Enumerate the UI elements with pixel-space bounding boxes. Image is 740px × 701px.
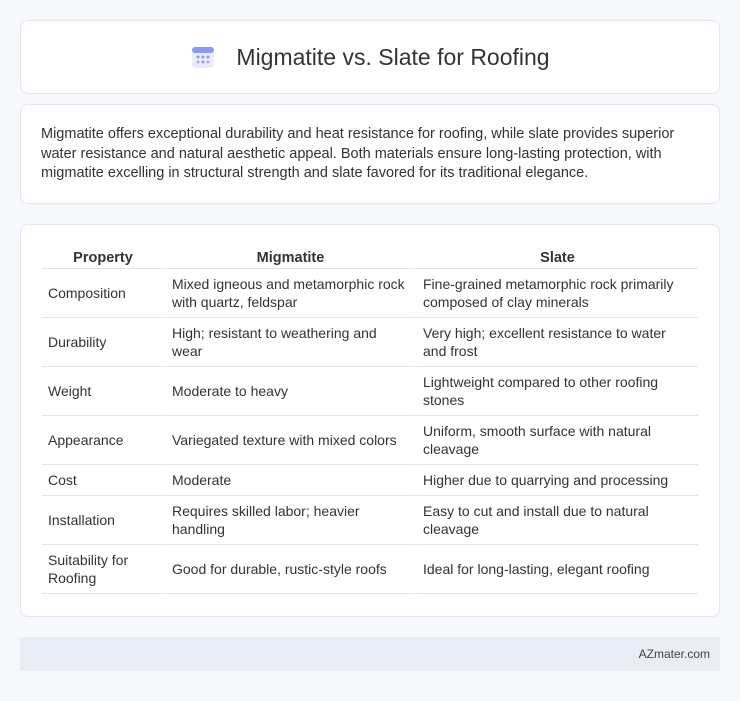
summary-card [20,104,720,204]
table-row [42,416,698,465]
row-slate: Higher due to quarrying and processing [415,465,698,496]
row-slate: Uniform, smooth surface with natural cleavage [415,416,698,465]
row-property: Cost [42,465,164,496]
summary-text: Migmatite offers exceptional durability and heat resistance for roofing, while slate provides superior water resistance and natural aesthetic appeal. Both materials ensure long-lasting protection, with migmatite excelling in structural strength and slate favored for its traditional elegance. [41,126,675,181]
row-migmatite: Requires skilled labor; heavier handling [164,496,415,545]
table-header-row [42,245,698,269]
row-migmatite: Moderate [164,465,415,496]
row-property: Installation [42,496,164,545]
row-slate: Very high; excellent resistance to water and frost [415,318,698,367]
row-property: Suitability for Roofing [42,545,164,594]
row-property: Weight [42,367,164,416]
comparison-table [42,245,698,594]
calendar-icon [190,44,216,70]
footer-bar [20,637,720,671]
title-wrap [190,44,549,71]
row-migmatite: Mixed igneous and metamorphic rock with quartz, feldspar [164,269,415,318]
row-property: Appearance [42,416,164,465]
header-slate: Slate [415,245,698,269]
header-card [20,20,720,94]
table-row [42,465,698,496]
table-row [42,269,698,318]
row-migmatite: Good for durable, rustic-style roofs [164,545,415,594]
row-slate: Easy to cut and install due to natural cleavage [415,496,698,545]
page-title: Migmatite vs. Slate for Roofing [236,43,550,70]
header-migmatite: Migmatite [164,245,415,269]
header-property: Property [42,245,164,269]
table-row [42,318,698,367]
row-property: Composition [42,269,164,318]
footer-brand[interactable]: AZmater.com [638,647,710,661]
row-slate: Fine-grained metamorphic rock primarily composed of clay minerals [415,269,698,318]
row-migmatite: High; resistant to weathering and wear [164,318,415,367]
table-row [42,496,698,545]
row-slate: Ideal for long-lasting, elegant roofing [415,545,698,594]
table-row [42,367,698,416]
row-migmatite: Moderate to heavy [164,367,415,416]
row-property: Durability [42,318,164,367]
table-row [42,545,698,594]
row-slate: Lightweight compared to other roofing stones [415,367,698,416]
row-migmatite: Variegated texture with mixed colors [164,416,415,465]
comparison-table-card [20,224,720,617]
